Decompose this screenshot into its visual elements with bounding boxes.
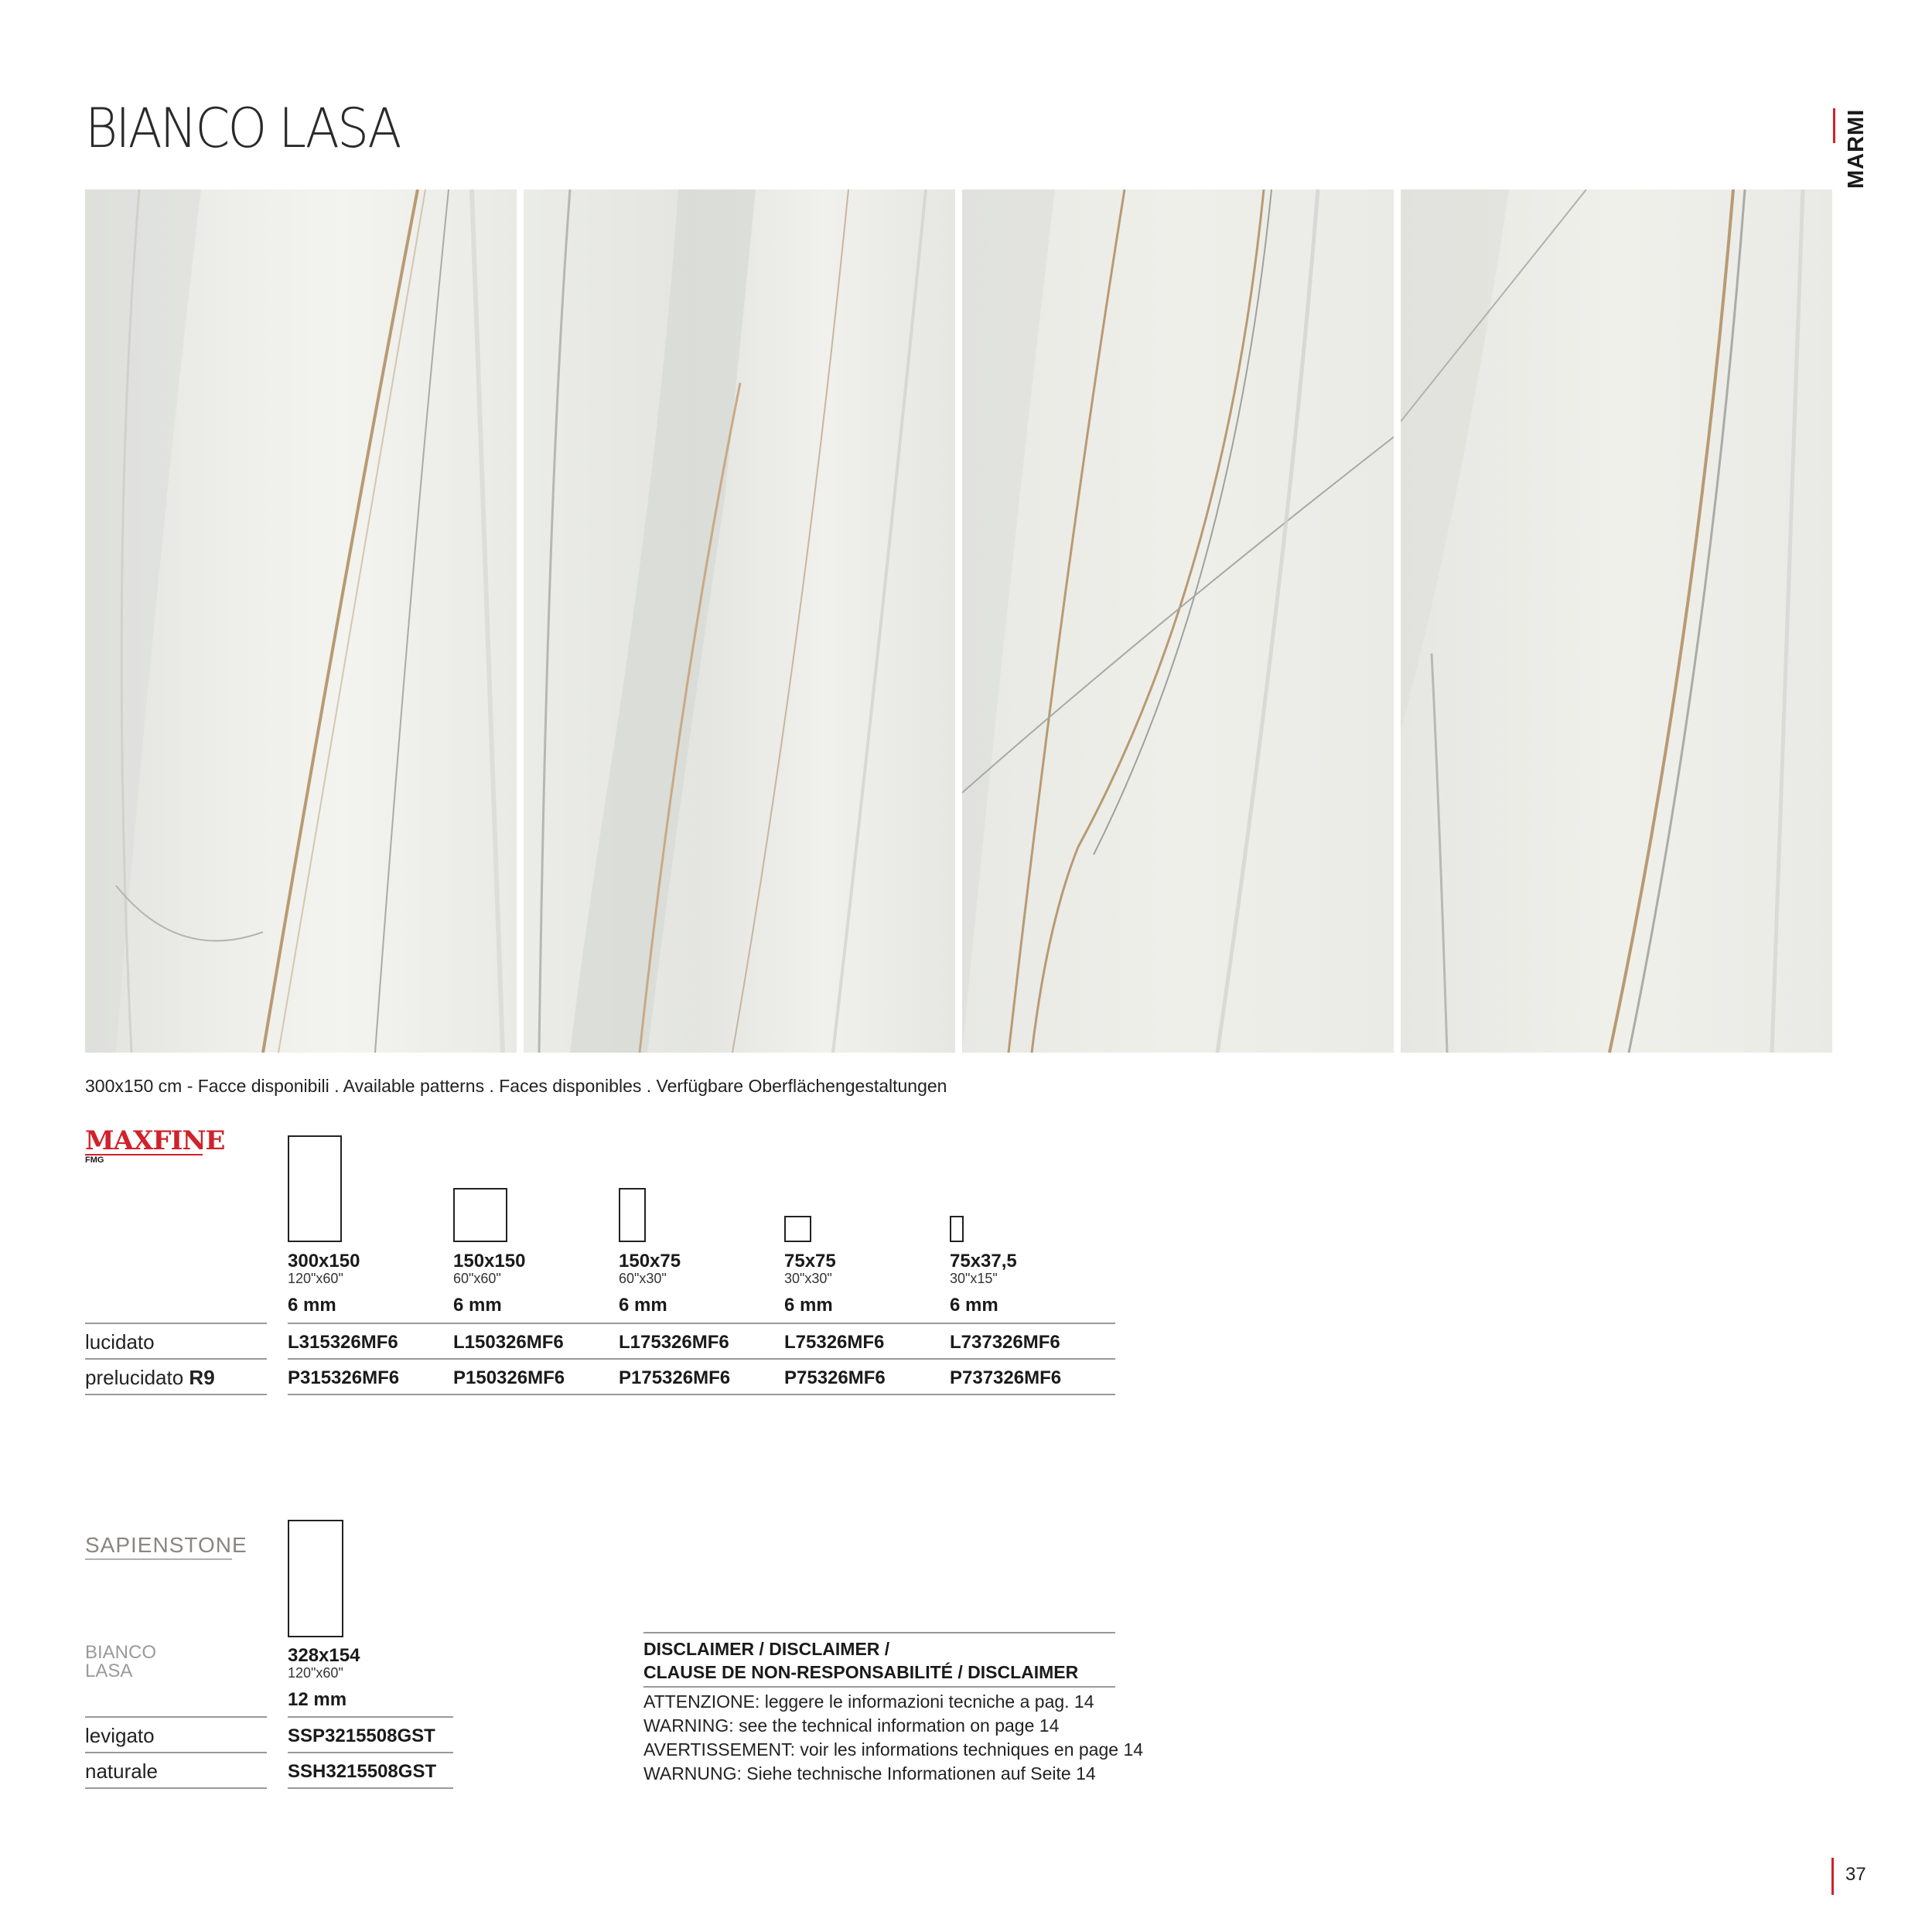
product-code: P315326MF6 <box>288 1367 400 1388</box>
disclaimer-line: ATTENZIONE: leggere le informazioni tecniche a pag. 14 <box>643 1691 1094 1712</box>
size-inch: 120"x60" <box>288 1665 343 1681</box>
fmg-logo-text: FMG <box>85 1155 104 1165</box>
tile-icon-300x150 <box>288 1135 342 1242</box>
thickness-label: 6 mm <box>619 1295 667 1316</box>
patterns-caption: 300x150 cm - Facce disponibili . Available patterns . Faces disponibles . Verfügbare Oberflächengestaltungen <box>85 1076 947 1096</box>
disclaimer-line: WARNING: see the technical information on page 14 <box>643 1715 1060 1736</box>
disclaimer-heading: CLAUSE DE NON-RESPONSABILITÉ / DISCLAIMER <box>643 1662 1079 1682</box>
thickness-label: 12 mm <box>288 1689 347 1710</box>
marble-pattern-1 <box>85 189 517 1053</box>
marble-pattern-3 <box>962 189 1394 1053</box>
size-inch: 60"x30" <box>619 1271 667 1286</box>
size-inch: 60"x60" <box>453 1271 501 1286</box>
disclaimer-heading: DISCLAIMER / DISCLAIMER / <box>643 1639 890 1659</box>
disclaimer-line: AVERTISSEMENT: voir les informations techniques en page 14 <box>643 1739 1144 1760</box>
thickness-label: 6 mm <box>784 1295 833 1316</box>
size-label: 328x154 <box>288 1645 360 1666</box>
maxfine-logo <box>85 1125 225 1165</box>
size-inch: 120"x60" <box>288 1271 343 1286</box>
row-divider <box>288 1394 1115 1395</box>
row-divider <box>85 1358 267 1360</box>
size-label: 75x37,5 <box>950 1251 1017 1272</box>
marble-pattern-2 <box>524 189 955 1053</box>
tile-icon-150x150 <box>453 1188 507 1242</box>
product-code: L315326MF6 <box>288 1332 398 1353</box>
product-code: SSH3215508GST <box>288 1761 437 1782</box>
page-number: 37 <box>1845 1864 1866 1885</box>
row-divider <box>288 1752 453 1753</box>
product-code: P150326MF6 <box>453 1367 565 1388</box>
thickness-label: 6 mm <box>453 1295 502 1316</box>
size-inch: 30"x30" <box>784 1271 832 1286</box>
row-divider <box>288 1323 1115 1324</box>
row-divider <box>85 1716 267 1718</box>
thickness-label: 6 mm <box>288 1295 336 1316</box>
row-divider <box>288 1358 1115 1360</box>
page-number-bar <box>1831 1858 1834 1895</box>
finish-label-text: prelucidato <box>85 1366 189 1389</box>
product-code: L150326MF6 <box>453 1332 564 1353</box>
marble-pattern-4 <box>1401 189 1832 1053</box>
row-divider <box>85 1323 267 1324</box>
disclaimer-top-rule <box>643 1632 1115 1633</box>
product-code: L737326MF6 <box>950 1332 1060 1353</box>
size-label: 75x75 <box>784 1251 836 1272</box>
section-label-text: MARMI <box>1844 108 1869 189</box>
finish-label-levigato: levigato <box>85 1724 155 1747</box>
size-inch: 30"x15" <box>950 1271 998 1286</box>
thickness-label: 6 mm <box>950 1295 998 1316</box>
product-code: SSP3215508GST <box>288 1725 435 1746</box>
tile-icon-75x37 <box>950 1216 964 1242</box>
product-code: L175326MF6 <box>619 1332 729 1353</box>
product-name-line: LASA <box>85 1661 133 1681</box>
row-divider <box>288 1716 453 1718</box>
finish-label-lucidato: lucidato <box>85 1330 155 1353</box>
size-label: 300x150 <box>288 1251 360 1272</box>
page-title: BIANCO LASA <box>85 97 400 160</box>
product-code: P737326MF6 <box>950 1367 1062 1388</box>
product-name-line: BIANCO <box>85 1642 157 1663</box>
finish-label-prelucidato <box>85 1366 215 1390</box>
product-code: L75326MF6 <box>784 1332 885 1353</box>
row-divider <box>85 1752 267 1753</box>
size-label: 150x75 <box>619 1251 681 1272</box>
row-divider <box>85 1787 267 1789</box>
product-code: P175326MF6 <box>619 1367 731 1388</box>
sapienstone-product-name <box>85 1644 156 1681</box>
product-code: P75326MF6 <box>784 1367 886 1388</box>
disclaimer-line: WARNUNG: Siehe technische Informationen auf Seite 14 <box>643 1763 1096 1784</box>
size-label: 150x150 <box>453 1251 526 1272</box>
disclaimer-rule <box>643 1686 1115 1688</box>
sapienstone-logo-text: SAPIENSTONE <box>85 1533 247 1557</box>
side-accent-bar <box>1833 108 1835 143</box>
row-divider <box>85 1394 267 1395</box>
sapienstone-logo <box>85 1534 247 1560</box>
tile-icon-75x75 <box>784 1216 811 1242</box>
maxfine-logo-text: MAXFINE <box>85 1125 225 1156</box>
row-divider <box>288 1787 453 1789</box>
slip-rating: R9 <box>189 1366 215 1389</box>
tile-icon-328x154 <box>288 1520 343 1637</box>
section-label <box>1844 108 1875 193</box>
finish-label-naturale: naturale <box>85 1760 158 1783</box>
tile-icon-150x75 <box>619 1188 646 1242</box>
